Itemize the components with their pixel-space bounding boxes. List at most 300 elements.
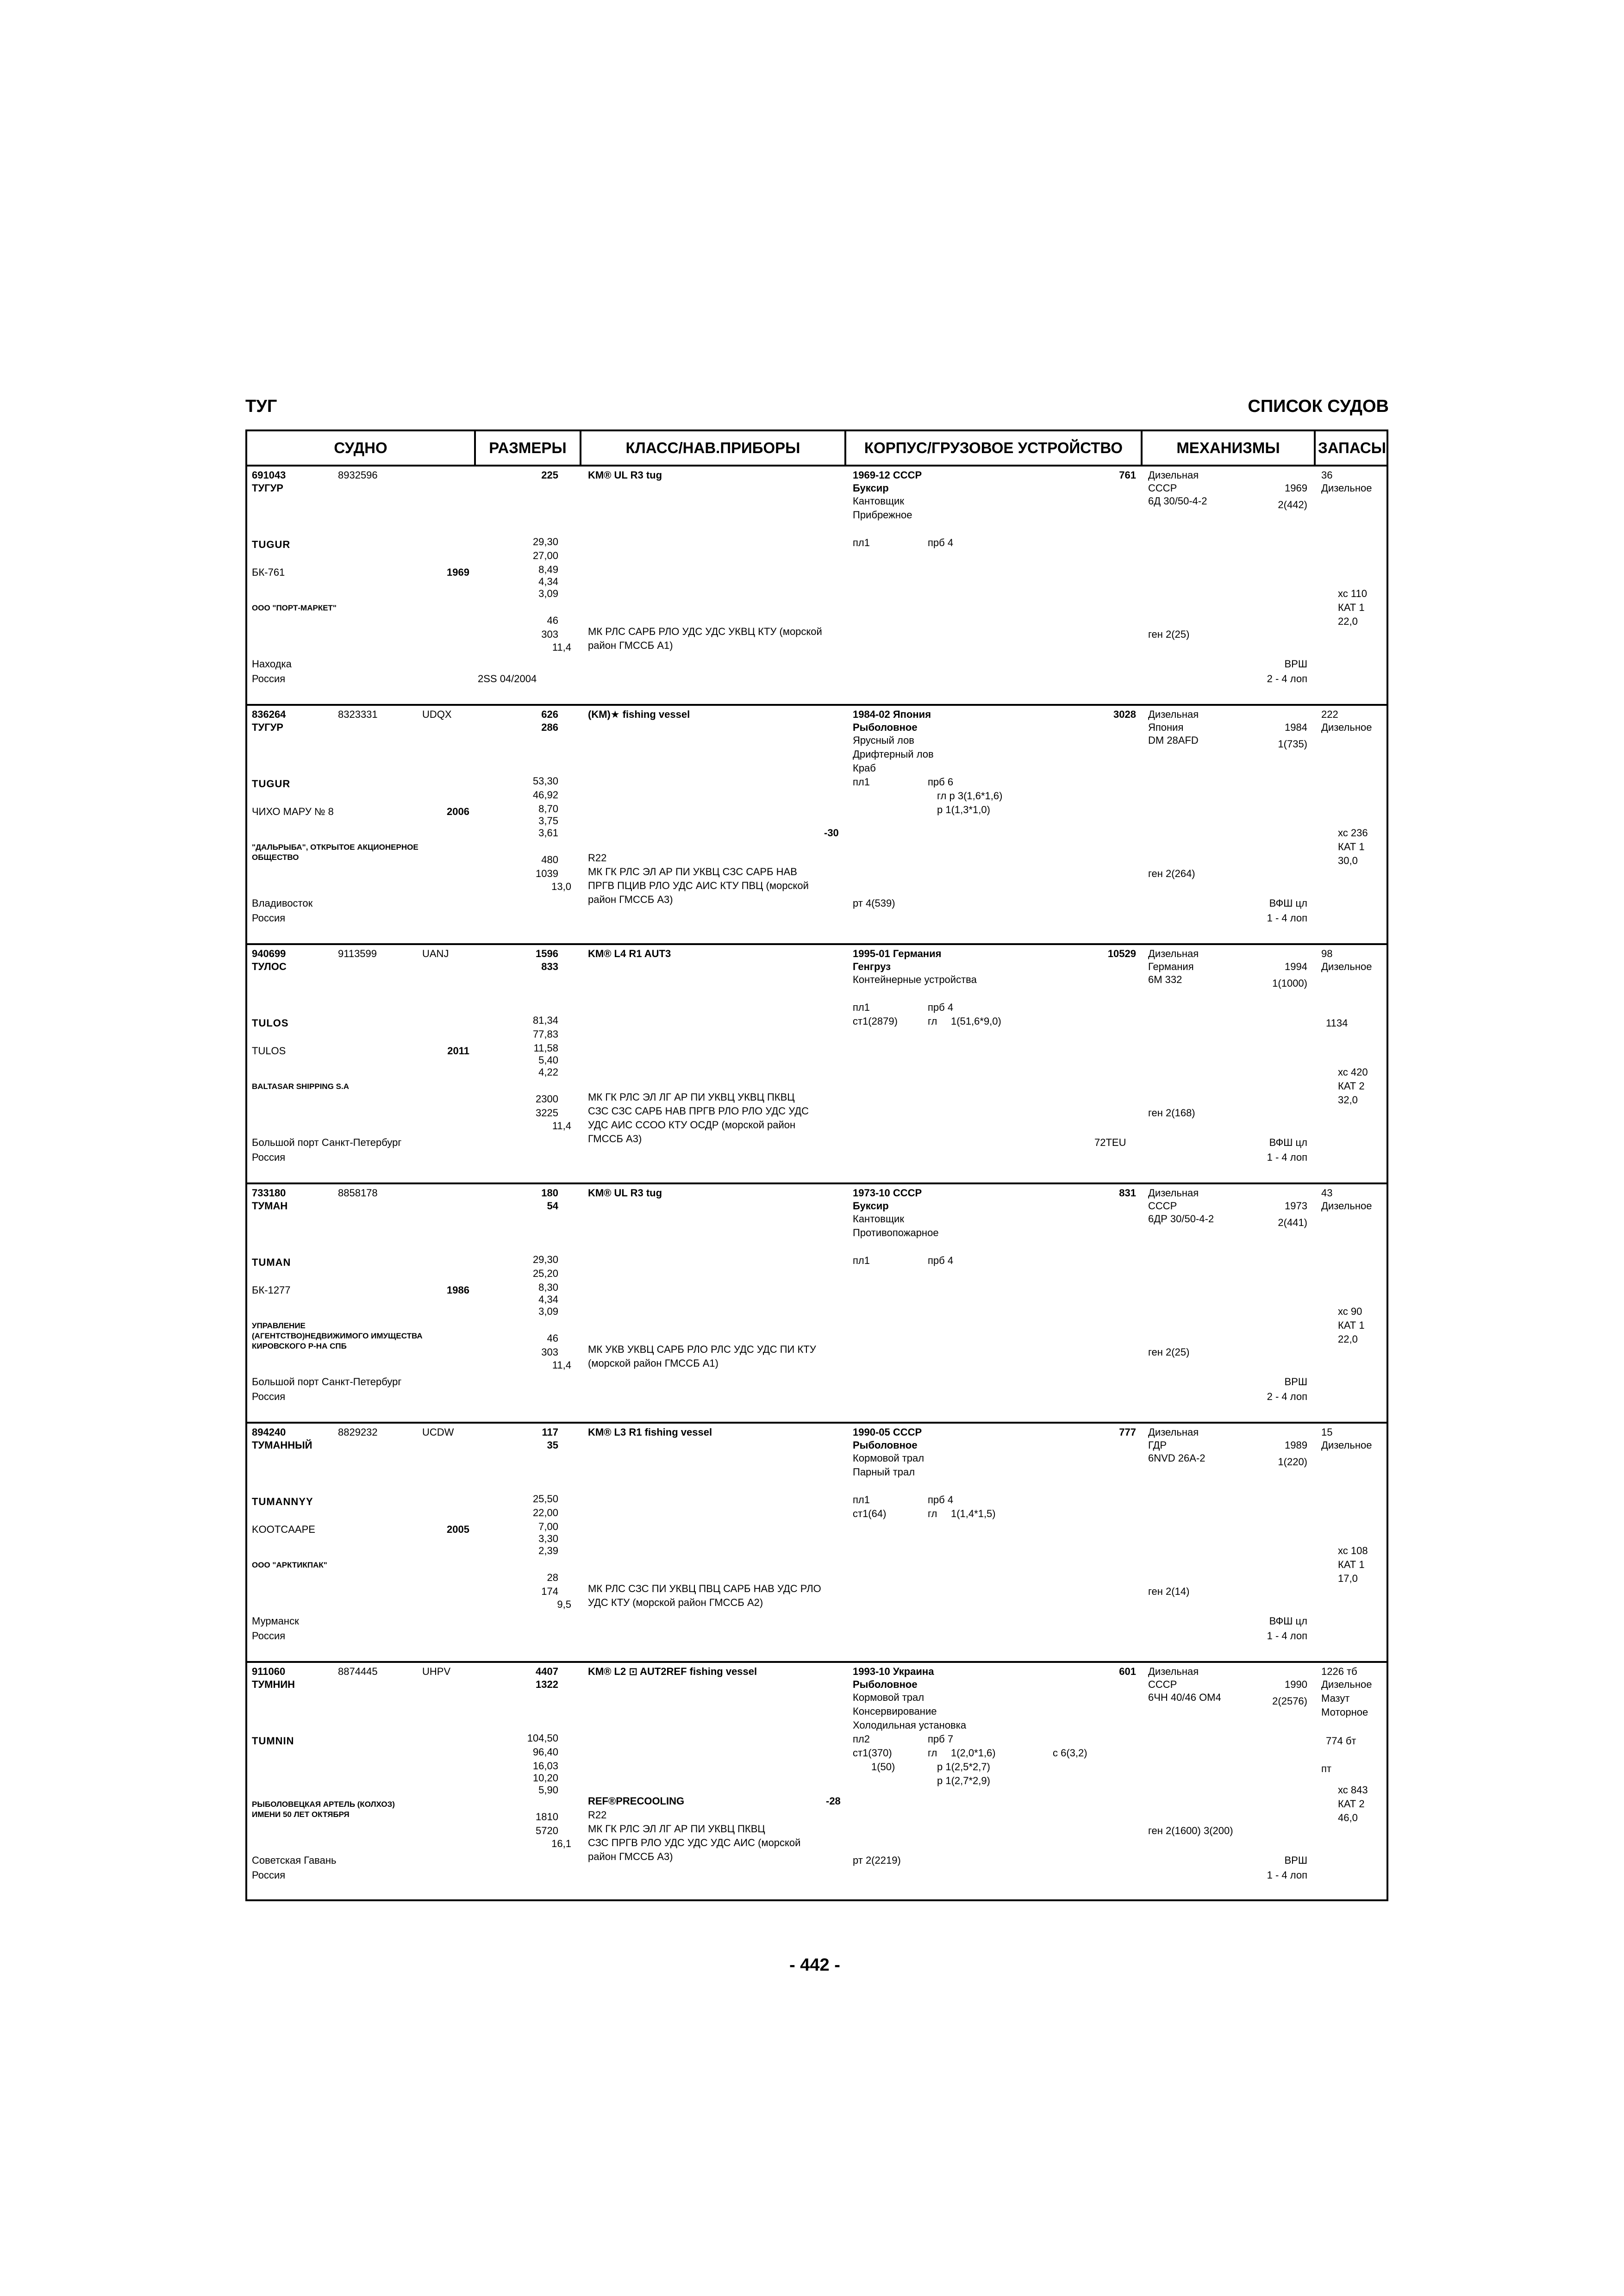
supply-class: 30,0 [1338,855,1358,866]
dimension-value: 225 [541,469,558,481]
engine-power: 1(1000) [1272,977,1307,989]
home-port: Владивосток [252,897,313,909]
deck-item: прб 4 [928,1002,954,1013]
build-date-country: 1990-05 СССР [853,1426,922,1438]
propeller-blades: 2 - 4 лоп [1267,673,1307,684]
vessel-name-latin: TUMANNYY [252,1496,313,1507]
dimension-value: 104,50 [527,1732,558,1744]
propeller-blades: 1 - 4 лоп [1267,1151,1307,1163]
class-notation: (KM)★ fishing vessel [588,709,690,720]
vessel-purpose: Прибрежное [853,509,912,521]
dimension-value: 29,30 [532,536,558,548]
yard-number: 3028 [1113,709,1136,720]
class-notation: KM® L2 ⊡ AUT2REF fishing vessel [588,1666,757,1677]
nav-equipment: R22 [588,1809,607,1821]
propeller: ВФШ цл [1269,1615,1307,1627]
reg-number: 836264 [252,709,286,720]
deck-item: 1(2,0*1,6) [951,1747,996,1759]
flag-country: Россия [252,1630,286,1642]
engine-country: Япония [1148,722,1184,733]
owner-name: BALTASAR SHIPPING S.A [252,1082,349,1091]
nav-equipment: МК РЛС САРБ РЛО УДС УДС УКВЦ КТУ (морской [588,626,822,637]
supply-class: хс 110 [1338,588,1367,599]
dimension-value: 27,00 [532,550,558,561]
supply-class: КАТ 1 [1338,602,1365,613]
dimension-value: 22,00 [532,1507,558,1518]
engine-type: Дизельная [1148,1426,1199,1438]
deck-item: прб 6 [928,776,954,788]
dimension-value: 96,40 [532,1746,558,1758]
vessel-record [247,1424,1387,1663]
dimension-value: 46 [547,615,558,626]
dimension-value: 4407 [536,1666,558,1677]
supply-volume: 43 [1321,1187,1333,1199]
vessel-record [247,1184,1387,1424]
nav-equipment: район ГМССБ А3) [588,894,673,905]
dimension-value: 7,00 [538,1521,558,1532]
dimension-value: 4,22 [538,1066,558,1078]
reg-number: 691043 [252,469,286,481]
dimension-value: 286 [541,722,558,733]
supply-class: 46,0 [1338,1812,1358,1823]
vessel-type: Буксир [853,482,889,494]
flag-country: Россия [252,1391,286,1402]
engine-year: 1990 [1285,1679,1307,1690]
dimension-value: 5,40 [538,1054,558,1066]
build-date-country: 1995-01 Германия [853,948,942,959]
fuel-type: Дизельное [1321,482,1372,494]
generators: ген 2(264) [1148,868,1195,879]
vessel-purpose: Кантовщик [853,495,904,507]
fuel-type: Моторное [1321,1706,1368,1718]
engine-power: 1(735) [1278,738,1307,750]
propeller-blades: 1 - 4 лоп [1267,1869,1307,1881]
nav-equipment: ПРГВ ПЦИВ РЛО УДС АИС КТУ ПВЦ (морской [588,880,809,891]
nav-equipment: СЗС ПРГВ РЛО УДС УДС УДС АИС (морской [588,1837,801,1848]
vessel-purpose: Контейнерные устройства [853,974,977,985]
col-header-vessel: СУДНО [334,439,387,456]
reg-number: 911060 [252,1666,286,1677]
engine-model: 6Д 30/50-4-2 [1148,495,1207,507]
running-header-right: СПИСОК СУДОВ [1248,397,1389,416]
nav-equipment: МК РЛС СЗС ПИ УКВЦ ПВЦ САРБ НАВ УДС РЛО [588,1583,821,1594]
dimension-value: 3,75 [538,815,558,827]
vessel-type: Буксир [853,1200,889,1212]
vessel-name: ТУМНИН [252,1679,295,1690]
engine-model: 6M 332 [1148,974,1182,985]
supply-class: 22,0 [1338,616,1358,627]
propeller: ВФШ цл [1269,897,1307,909]
deck-item: пл1 [853,1255,870,1266]
dimension-value: 13,0 [551,881,571,892]
engine-model: 6NVD 26A-2 [1148,1452,1206,1464]
dimension-value: 77,83 [532,1028,558,1040]
running-header-left: ТУГ [245,397,277,416]
dimension-value: 5,90 [538,1784,558,1796]
vessel-name: ТУЛОС [252,961,287,972]
dimension-value: 2300 [536,1093,558,1105]
deck-item: прб 4 [928,1255,954,1266]
deck-item: гл [928,1747,937,1759]
supply-class: хс 108 [1338,1545,1368,1556]
engine-country: СССР [1148,482,1177,494]
dimension-value: 480 [541,854,558,865]
engine-year: 1984 [1285,722,1307,733]
col-header-machinery: МЕХАНИЗМЫ [1176,439,1280,456]
deck-item: ст1(2879) [853,1015,898,1027]
former-name-year: 2011 [447,1045,469,1057]
dimension-value: 1810 [536,1811,558,1823]
engine-model: DM 28AFD [1148,734,1199,746]
engine-power: 2(2576) [1272,1695,1307,1707]
fish-holds: рт 2(2219) [853,1854,901,1866]
vessel-type: Рыболовное [853,722,918,733]
former-name: KOOTCAAPE [252,1524,315,1535]
engine-year: 1989 [1285,1439,1307,1451]
engine-country: Германия [1148,961,1194,972]
owner-name: УПРАВЛЕНИЕ [252,1321,306,1330]
yard-number: 777 [1119,1426,1136,1438]
owner-name: (АГЕНТСТВО)НЕДВИЖИМОГО ИМУЩЕСТВА [252,1332,423,1340]
former-name: TULOS [252,1045,286,1057]
owner-name: РЫБОЛОВЕЦКАЯ АРТЕЛЬ (КОЛХОЗ) [252,1800,395,1809]
owner-name: ИМЕНИ 50 ЛЕТ ОКТЯБРЯ [252,1810,350,1819]
fish-holds: рт 4(539) [853,897,895,909]
dimension-value: 25,20 [532,1268,558,1279]
build-date-country: 1969-12 СССР [853,469,922,481]
supply-class: 17,0 [1338,1573,1358,1584]
vessel-purpose: Кормовой трал [853,1452,924,1464]
call-sign: UHPV [422,1666,451,1677]
call-sign: UCDW [422,1426,454,1438]
reg-number: 940699 [252,948,286,959]
engine-country: СССР [1148,1679,1177,1690]
nav-equipment: район ГМССБ А1) [588,640,673,651]
fuel-type: Дизельное [1321,1439,1372,1451]
supply-class: 22,0 [1338,1333,1358,1345]
deck-item: пл2 [853,1733,870,1745]
nav-equipment: R22 [588,852,607,864]
former-name-year: 1986 [447,1284,469,1296]
engine-country: ГДР [1148,1439,1167,1451]
col-divider [580,431,581,465]
deck-item: прб 7 [928,1733,954,1745]
dimension-value: 8,30 [538,1282,558,1293]
vessel-name: ТУМАННЫЙ [252,1439,312,1451]
engine-type: Дизельная [1148,469,1199,481]
dimension-value: 3,09 [538,588,558,599]
dimension-value: 1322 [536,1679,558,1690]
vessel-name: ТУМАН [252,1200,288,1212]
vessel-type: Генгруз [853,961,891,972]
class-survey: 2SS 04/2004 [478,673,537,684]
nav-equipment: МК ГК РЛС ЭЛ ЛГ АР ПИ УКВЦ ПКВЦ [588,1823,765,1835]
imo-number: 9113599 [338,948,377,959]
deck-item: гл р 3(1,6*1,6) [937,790,1003,802]
nav-equipment: УДС АИС ССОО КТУ ОСДР (морской район [588,1119,796,1131]
dimension-value: 117 [542,1426,558,1438]
engine-country: СССР [1148,1200,1177,1212]
propeller-blades: 2 - 4 лоп [1267,1391,1307,1402]
dimension-value: 29,30 [532,1254,558,1265]
former-name-year: 2006 [447,806,469,817]
dimension-value: 180 [541,1187,558,1199]
vessel-name: ТУГУР [252,722,283,733]
class-notation: KM® L3 R1 fishing vessel [588,1426,712,1438]
engine-power: 1(220) [1278,1456,1307,1468]
yard-number: 831 [1119,1187,1136,1199]
nav-equipment: МК ГК РЛС ЭЛ АР ПИ УКВЦ СЗС САРБ НАВ [588,866,797,877]
imo-number: 8874445 [338,1666,378,1677]
home-port: Советская Гавань [252,1854,337,1866]
generators: ген 2(1600) 3(200) [1148,1825,1233,1836]
col-header-class: КЛАСС/НАВ.ПРИБОРЫ [625,439,800,456]
vessel-name-latin: TULOS [252,1017,289,1029]
deck-item: гл [928,1015,937,1027]
former-name-year: 1969 [447,566,469,578]
supply-class: 32,0 [1338,1094,1358,1106]
propeller: ВФШ цл [1269,1137,1307,1148]
owner-name: "ДАЛЬРЫБА", ОТКРЫТОЕ АКЦИОНЕРНОЕ [252,843,418,852]
build-date-country: 1993-10 Украина [853,1666,934,1677]
deck-item: р 1(2,7*2,9) [937,1775,990,1786]
dimension-value: 2,39 [538,1545,558,1556]
generators: ген 2(168) [1148,1107,1195,1119]
generators: ген 2(25) [1148,1346,1190,1358]
dimension-value: 54 [547,1200,558,1212]
dimension-value: 11,4 [552,1359,571,1371]
deck-item: 1(50) [871,1761,895,1773]
flag-country: Россия [252,1151,286,1163]
supply-class: КАТ 1 [1338,1559,1365,1570]
owner-name: ОБЩЕСТВО [252,853,299,862]
engine-type: Дизельная [1148,1187,1199,1199]
vessel-purpose: Кормовой трал [853,1692,924,1703]
yard-number: 601 [1119,1666,1136,1677]
nav-equipment: (морской район ГМССБ А1) [588,1357,718,1369]
supply-class: хс 236 [1338,827,1368,839]
dimension-value: 10,20 [532,1772,558,1784]
dimension-value: 4,34 [538,1294,558,1305]
flag-country: Россия [252,673,286,684]
vessel-record [247,945,1387,1184]
vessel-record [247,1663,1387,1902]
deck-item: 1(1,4*1,5) [951,1508,996,1519]
yard-number: 10529 [1107,948,1136,959]
flag-country: Россия [252,912,286,924]
deck-item: пл1 [853,1494,870,1506]
dimension-value: 53,30 [532,775,558,787]
vessel-purpose: Дрифтерный лов [853,748,934,760]
former-name: БК-761 [252,566,285,578]
nav-equipment: ГМССБ А3) [588,1133,642,1145]
col-divider [1314,431,1316,465]
fuel-type: Дизельное [1321,961,1372,972]
vessel-type: Рыболовное [853,1679,918,1690]
supply-secondary: 774 бт [1326,1735,1356,1747]
vessel-purpose: Ярусный лов [853,734,914,746]
engine-model: 6ДР 30/50-4-2 [1148,1213,1214,1225]
dimension-value: 28 [547,1572,558,1583]
col-header-hull: КОРПУС/ГРУЗОВОЕ УСТРОЙСТВО [864,439,1123,456]
deck-item: пл1 [853,1002,870,1013]
dimension-value: 11,58 [533,1042,558,1054]
deck-item: гл [928,1508,937,1519]
vessel-table [245,429,1388,1901]
generators: ген 2(25) [1148,628,1190,640]
dimension-value: 81,34 [532,1014,558,1026]
engine-year: 1969 [1285,482,1307,494]
fuel-type: Дизельное [1321,1679,1372,1690]
vessel-purpose: Парный трал [853,1466,915,1478]
dimension-value: 11,4 [552,1120,571,1132]
fuel-type: Дизельное [1321,1200,1372,1212]
dimension-value: 3,09 [538,1306,558,1317]
vessel-purpose: Противопожарное [853,1227,939,1238]
supply-volume: 15 [1321,1426,1333,1438]
dimension-value: 35 [547,1439,558,1451]
supply-class: КАТ 2 [1338,1798,1365,1810]
dimension-value: 46,92 [532,789,558,801]
refrigeration-temp: -28 [826,1795,841,1807]
vessel-purpose: Холодильная установка [853,1719,967,1731]
imo-number: 8829232 [338,1426,378,1438]
dimension-value: 1596 [536,948,558,959]
home-port: Мурманск [252,1615,299,1627]
fuel-type: Мазут [1321,1692,1350,1704]
supply-class: КАТ 2 [1338,1080,1365,1092]
flag-country: Россия [252,1869,286,1881]
dimension-value: 3225 [536,1107,558,1119]
former-name-year: 2005 [447,1524,469,1535]
imo-number: 8932596 [338,469,378,481]
deck-item: р 1(2,5*2,7) [937,1761,990,1773]
supply-secondary: 1134 [1326,1017,1348,1029]
call-sign: UDQX [422,709,452,720]
nav-equipment: район ГМССБ А3) [588,1851,673,1862]
vessel-name-latin: TUGUR [252,539,291,550]
supply-class: КАТ 1 [1338,841,1365,852]
home-port: Большой порт Санкт-Петербург [252,1376,402,1388]
vessel-purpose: Консервирование [853,1705,937,1717]
container-capacity: 72TEU [1094,1137,1126,1148]
propeller: ВРШ [1284,1376,1307,1388]
supply-pt: пт [1321,1763,1331,1774]
col-header-supplies: ЗАПАСЫ [1318,439,1386,456]
nav-equipment: СЗС СЗС САРБ НАВ ПРГВ РЛО РЛО УДС УДС [588,1105,809,1117]
deck-item: с 6(3,2) [1053,1747,1087,1759]
former-name: БК-1277 [252,1284,291,1296]
call-sign: UANJ [422,948,449,959]
dimension-value: 16,1 [551,1838,571,1849]
deck-item: пл1 [853,537,870,548]
reg-number: 733180 [252,1187,286,1199]
deck-item: ст1(64) [853,1508,887,1519]
deck-item: ст1(370) [853,1747,892,1759]
supply-volume: 1226 тб [1321,1666,1357,1677]
former-name: ЧИХО МАРУ № 8 [252,806,334,817]
yard-number: 761 [1119,469,1136,481]
col-divider [1141,431,1143,465]
vessel-name-latin: TUGUR [252,778,291,790]
nav-equipment: МК УКВ УКВЦ САРБ РЛО РЛС УДС УДС ПИ КТУ [588,1344,816,1355]
engine-year: 1973 [1285,1200,1307,1212]
dimension-value: 8,49 [538,564,558,575]
engine-year: 1994 [1285,961,1307,972]
generators: ген 2(14) [1148,1586,1190,1597]
nav-equipment: УДС КТУ (морской район ГМССБ А2) [588,1597,763,1608]
vessel-purpose: Кантовщик [853,1213,904,1225]
vessel-name: ТУГУР [252,482,283,494]
dimension-value: 303 [541,1346,558,1358]
deck-item: пл1 [853,776,870,788]
dimension-value: 4,34 [538,576,558,587]
dimension-value: 303 [541,628,558,640]
vessel-name-latin: TUMNIN [252,1735,294,1747]
dimension-value: 1039 [536,868,558,879]
vessel-type: Рыболовное [853,1439,918,1451]
reg-number: 894240 [252,1426,286,1438]
imo-number: 8323331 [338,709,378,720]
col-divider [844,431,846,465]
class-ice-temp: -30 [824,827,839,839]
supply-volume: 36 [1321,469,1333,481]
dimension-value: 833 [541,961,558,972]
imo-number: 8858178 [338,1187,378,1199]
home-port: Большой порт Санкт-Петербург [252,1137,402,1148]
vessel-name-latin: TUMAN [252,1257,291,1268]
owner-name: ООО "АРКТИКПАК" [252,1561,327,1569]
engine-type: Дизельная [1148,948,1199,959]
deck-item: прб 4 [928,1494,954,1506]
class-notation: KM® L4 R1 AUT3 [588,948,671,959]
owner-name: КИРОВСКОГО Р-НА СПБ [252,1342,347,1350]
build-date-country: 1973-10 СССР [853,1187,922,1199]
dimension-value: 174 [541,1586,558,1597]
dimension-value: 46 [547,1332,558,1344]
dimension-value: 9,5 [557,1599,571,1610]
home-port: Находка [252,658,292,670]
page-number: - 442 - [789,1955,840,1975]
supply-class: КАТ 1 [1338,1319,1365,1331]
supply-class: хс 843 [1338,1784,1368,1796]
engine-model: 6ЧН 40/46 ОМ4 [1148,1692,1221,1703]
propeller: ВРШ [1284,658,1307,670]
supply-volume: 98 [1321,948,1333,959]
col-divider [474,431,476,465]
vessel-record [247,706,1387,945]
propeller-blades: 1 - 4 лоп [1267,1630,1307,1642]
supply-class: хс 90 [1338,1306,1362,1317]
fuel-type: Дизельное [1321,722,1372,733]
propeller-blades: 1 - 4 лоп [1267,912,1307,924]
owner-name: ООО "ПОРТ-МАРКЕТ" [252,604,337,612]
class-notation: KM® UL R3 tug [588,469,662,481]
deck-item: 1(51,6*9,0) [951,1015,1001,1027]
deck-item: р 1(1,3*1,0) [937,804,990,815]
supply-volume: 222 [1321,709,1338,720]
dimension-value: 8,70 [538,803,558,815]
build-date-country: 1984-02 Япония [853,709,931,720]
propeller: ВРШ [1284,1854,1307,1866]
engine-power: 2(442) [1278,499,1307,510]
engine-power: 2(441) [1278,1217,1307,1228]
dimension-value: 3,61 [538,827,558,839]
dimension-value: 25,50 [532,1493,558,1505]
dimension-value: 5720 [536,1825,558,1836]
engine-type: Дизельная [1148,709,1199,720]
vessel-record [247,467,1387,706]
